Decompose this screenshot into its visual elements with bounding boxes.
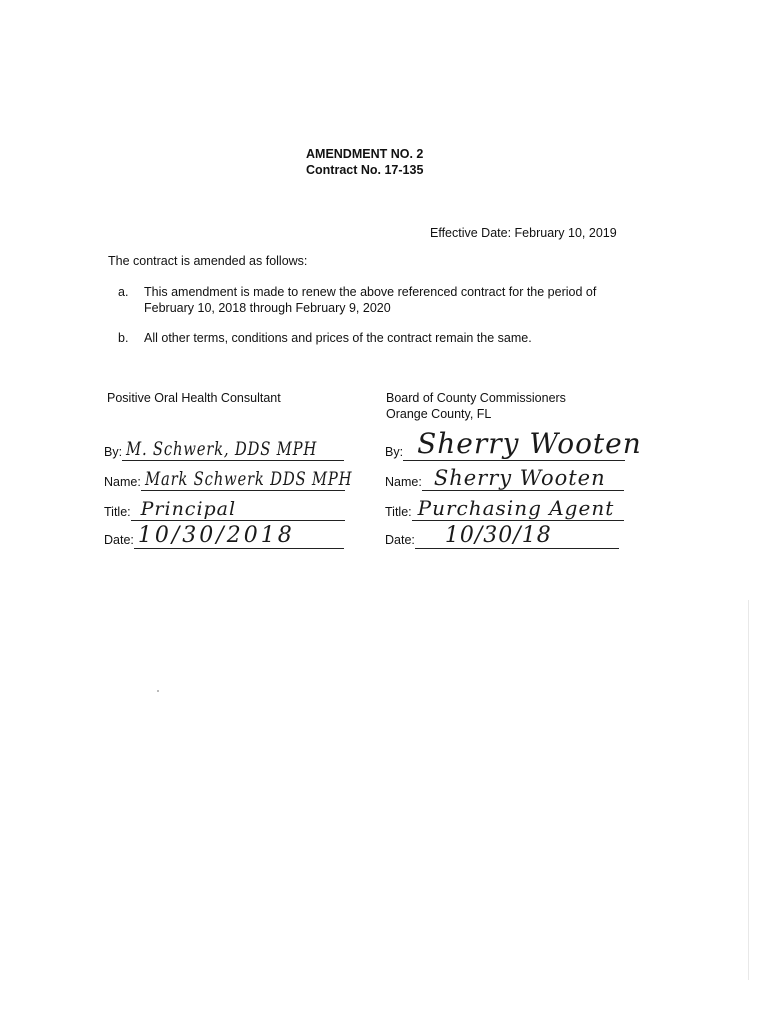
right-name-label: Name: <box>385 475 422 489</box>
left-title-line <box>131 496 345 521</box>
right-by-row <box>385 427 642 461</box>
right-name-row <box>385 466 624 491</box>
party-left-name: Positive Oral Health Consultant <box>107 391 281 405</box>
item-text: All other terms, conditions and prices of the contract remain the same. <box>144 331 532 345</box>
right-title-row <box>385 496 624 521</box>
left-title-value: Principal <box>140 498 237 520</box>
amendment-item-b <box>118 330 638 346</box>
party-right-name <box>386 390 566 422</box>
right-date-value: 10/30/18 <box>444 523 552 548</box>
left-name-value: Mark Schwerk DDS MPH <box>144 468 353 490</box>
amendment-item-a <box>118 284 638 316</box>
party-right-line2: Orange County, FL <box>386 407 492 421</box>
amendment-heading <box>306 146 423 178</box>
left-name-line <box>141 466 353 491</box>
right-date-label: Date: <box>385 533 415 547</box>
left-name-row <box>104 466 353 491</box>
item-marker: b. <box>118 331 129 345</box>
right-title-line <box>412 496 624 521</box>
item-text: This amendment is made to renew the above referenced contract for the period of February 10, 2018 through February 9, 2020 <box>144 285 597 315</box>
right-title-label: Title: <box>385 505 412 519</box>
right-date-line <box>415 524 619 549</box>
effective-date: Effective Date: February 10, 2019 <box>430 226 617 240</box>
right-name-value: Sherry Wooten <box>433 466 606 490</box>
right-title-value: Purchasing Agent <box>417 496 615 520</box>
left-date-row <box>104 524 344 549</box>
party-right-line1: Board of County Commissioners <box>386 391 566 405</box>
left-by-row <box>104 436 344 461</box>
left-by-line <box>122 436 344 461</box>
left-by-label: By: <box>104 445 123 459</box>
contract-number: Contract No. 17-135 <box>306 163 424 177</box>
item-marker: a. <box>118 285 129 299</box>
amendment-number: AMENDMENT NO. 2 <box>306 147 424 161</box>
left-date-line <box>134 524 344 549</box>
right-name-line <box>422 466 624 491</box>
scan-speck <box>157 690 159 692</box>
left-name-label: Name: <box>104 475 141 489</box>
left-signature: M. Schwerk, DDS MPH <box>126 438 318 460</box>
scan-edge-noise <box>748 600 749 980</box>
right-signature: Sherry Wooten <box>417 427 642 460</box>
right-date-row <box>385 524 619 549</box>
left-date-value: 10/30/2018 <box>137 523 295 548</box>
left-title-label: Title: <box>104 505 131 519</box>
left-date-label: Date: <box>104 533 134 547</box>
intro-text: The contract is amended as follows: <box>108 254 308 268</box>
left-title-row <box>104 496 345 521</box>
right-by-line <box>403 427 642 461</box>
right-by-label: By: <box>385 445 404 459</box>
